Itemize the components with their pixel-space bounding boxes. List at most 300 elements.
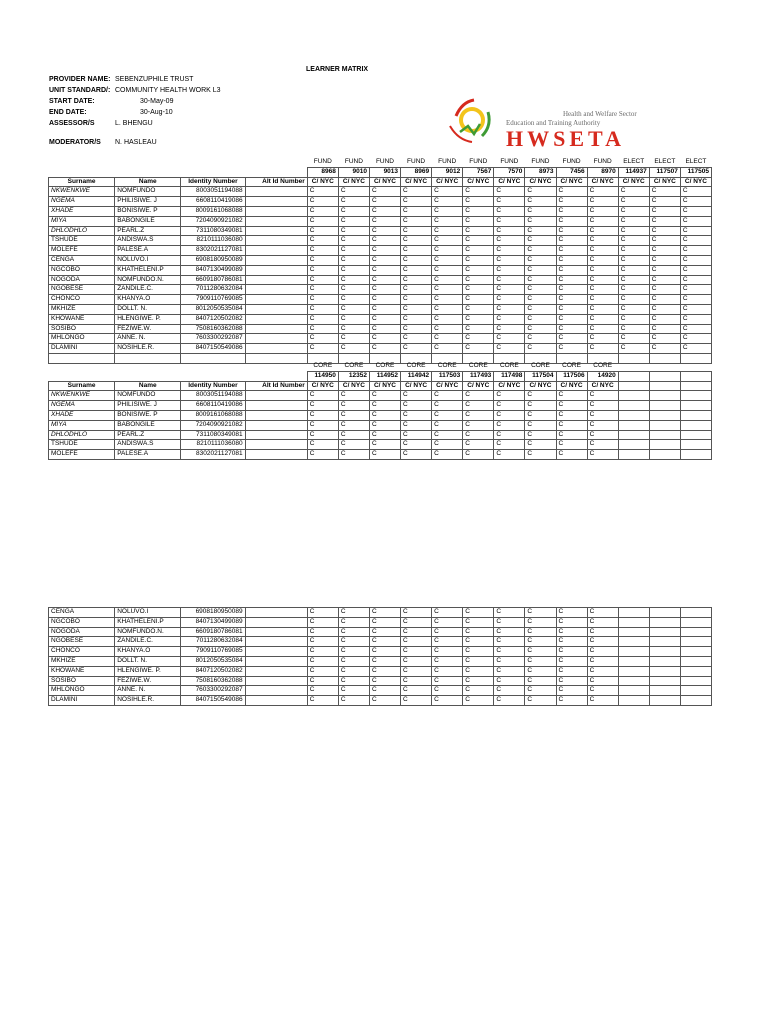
blank-cell <box>649 381 680 391</box>
result-cell: C <box>649 304 680 314</box>
result-cell: C <box>463 696 494 706</box>
result-cell: C <box>525 206 556 216</box>
result-cell: C <box>587 255 618 265</box>
learner-name: NOMFUNDO <box>115 391 181 401</box>
result-cell: C <box>649 344 680 354</box>
result-cell: C <box>338 314 369 324</box>
learner-row <box>49 666 712 676</box>
result-cell: C <box>556 344 587 354</box>
result-cell: C <box>307 246 338 256</box>
result-cell: C <box>556 236 587 246</box>
result-cell: C <box>556 334 587 344</box>
result-cell: C <box>587 226 618 236</box>
learner-surname: MHLONGO <box>49 686 115 696</box>
result-cell: C <box>649 236 680 246</box>
blank-cell <box>618 676 649 686</box>
alt-id-cell <box>245 285 307 295</box>
learner-name: PHILISIWE. J <box>115 197 181 207</box>
result-cell: C <box>338 656 369 666</box>
result-cell: C <box>307 344 338 354</box>
result-cell: C <box>525 324 556 334</box>
blank-cell <box>618 627 649 637</box>
result-cell: C <box>587 324 618 334</box>
result-cell: C <box>587 608 618 618</box>
result-cell: C <box>307 226 338 236</box>
result-cell: C <box>338 617 369 627</box>
column-header-row <box>49 381 712 391</box>
alt-id-cell <box>245 275 307 285</box>
result-cell: C <box>494 608 525 618</box>
alt-id-cell <box>245 304 307 314</box>
learner-surname: DLAMINI <box>49 344 115 354</box>
result-cell: C <box>525 226 556 236</box>
blank-cell <box>649 371 680 381</box>
learner-surname: MKHIZE <box>49 304 115 314</box>
result-cell: C <box>525 304 556 314</box>
blank-cell <box>680 656 711 666</box>
result-cell: C <box>618 226 649 236</box>
learner-id-number: 7909110769085 <box>181 295 245 305</box>
learner-id-number: 8012050535084 <box>181 304 245 314</box>
learner-name: NOLUVO.I <box>115 255 181 265</box>
result-cell: C <box>463 391 494 401</box>
result-header: C/ NYC <box>432 381 463 391</box>
result-cell: C <box>463 430 494 440</box>
result-cell: C <box>307 304 338 314</box>
result-cell: C <box>618 197 649 207</box>
blank-cell <box>680 391 711 401</box>
alt-id-cell <box>245 255 307 265</box>
result-cell: C <box>307 255 338 265</box>
column-header-row <box>49 177 712 187</box>
learner-name: FEZIWE.W. <box>115 324 181 334</box>
learner-row <box>49 440 712 450</box>
result-cell: C <box>307 666 338 676</box>
learner-name: ANNE. N. <box>115 686 181 696</box>
learner-row <box>49 391 712 401</box>
result-cell: C <box>525 440 556 450</box>
blank-cell <box>680 450 711 460</box>
result-cell: C <box>525 216 556 226</box>
learner-name: NOMFUNDO.N. <box>115 275 181 285</box>
learner-id-number: 8407120502082 <box>181 666 245 676</box>
result-cell: C <box>432 391 463 401</box>
result-cell: C <box>401 324 432 334</box>
learner-name: ANDISWA.S <box>115 236 181 246</box>
blank-cell <box>649 686 680 696</box>
result-cell: C <box>587 430 618 440</box>
alt-id-cell <box>245 265 307 275</box>
result-cell: C <box>307 637 338 647</box>
result-cell: C <box>556 216 587 226</box>
result-cell: C <box>556 608 587 618</box>
result-cell: C <box>525 344 556 354</box>
blank-cell <box>649 608 680 618</box>
result-cell: C <box>401 304 432 314</box>
result-cell: C <box>463 617 494 627</box>
result-cell: C <box>494 216 525 226</box>
result-cell: C <box>525 401 556 411</box>
learner-row <box>49 285 712 295</box>
learner-name: BABONGILE <box>115 420 181 430</box>
result-cell: C <box>432 656 463 666</box>
result-cell: C <box>463 450 494 460</box>
result-cell: C <box>401 216 432 226</box>
result-cell: C <box>618 295 649 305</box>
result-cell: C <box>307 656 338 666</box>
learner-surname: NOGODA <box>49 627 115 637</box>
result-cell: C <box>556 666 587 676</box>
result-cell: C <box>369 666 400 676</box>
result-cell: C <box>587 410 618 420</box>
learner-row <box>49 265 712 275</box>
learner-name: NOMFUNDO.N. <box>115 627 181 637</box>
alt-id-cell <box>245 676 307 686</box>
learner-row <box>49 608 712 618</box>
alt-id-cell <box>245 246 307 256</box>
learner-surname: TSHUDE <box>49 440 115 450</box>
result-cell: C <box>307 236 338 246</box>
blank-cell <box>245 167 307 177</box>
result-header: C/ NYC <box>525 177 556 187</box>
result-cell: C <box>494 255 525 265</box>
result-cell: C <box>369 197 400 207</box>
result-cell: C <box>307 686 338 696</box>
result-cell: C <box>587 295 618 305</box>
result-cell: C <box>463 676 494 686</box>
result-cell: C <box>556 686 587 696</box>
result-cell: C <box>338 216 369 226</box>
result-cell: C <box>618 206 649 216</box>
result-cell: C <box>618 236 649 246</box>
module-type-label: FUND <box>438 158 457 165</box>
result-cell: C <box>463 236 494 246</box>
blank-cell <box>618 666 649 676</box>
result-header: C/ NYC <box>649 177 680 187</box>
learner-name: KHATHELENI.P <box>115 617 181 627</box>
result-cell: C <box>463 324 494 334</box>
result-cell: C <box>369 226 400 236</box>
result-cell: C <box>649 255 680 265</box>
result-cell: C <box>587 617 618 627</box>
learner-surname: SOSIBO <box>49 324 115 334</box>
result-cell: C <box>401 410 432 420</box>
learner-row <box>49 420 712 430</box>
blank-cell <box>618 391 649 401</box>
result-cell: C <box>338 627 369 637</box>
result-cell: C <box>525 236 556 246</box>
learner-row <box>49 275 712 285</box>
learner-row <box>49 656 712 666</box>
blank-cell <box>680 440 711 450</box>
unit-standard-value: COMMUNITY HEALTH WORK L3 <box>115 87 221 94</box>
learner-id-number: 7508160362088 <box>181 676 245 686</box>
learner-surname: NGOBESE <box>49 285 115 295</box>
learner-row <box>49 216 712 226</box>
result-cell: C <box>338 410 369 420</box>
result-cell: C <box>556 314 587 324</box>
result-cell: C <box>618 304 649 314</box>
blank-cell <box>680 666 711 676</box>
learner-row <box>49 226 712 236</box>
blank-cell <box>115 371 181 381</box>
result-cell: C <box>338 275 369 285</box>
identity-number-header: Identity Number <box>181 177 245 187</box>
result-cell: C <box>494 686 525 696</box>
result-cell: C <box>401 295 432 305</box>
result-cell: C <box>401 187 432 197</box>
result-cell: C <box>494 647 525 657</box>
result-cell: C <box>680 275 711 285</box>
module-type-label: CORE <box>313 362 333 369</box>
result-cell: C <box>494 676 525 686</box>
module-code: 8970 <box>587 167 618 177</box>
result-cell: C <box>338 450 369 460</box>
result-cell: C <box>649 334 680 344</box>
result-cell: C <box>587 265 618 275</box>
blank-cell <box>649 627 680 637</box>
learner-surname: CHONCO <box>49 647 115 657</box>
learner-row <box>49 334 712 344</box>
result-cell: C <box>680 206 711 216</box>
result-cell: C <box>525 285 556 295</box>
result-cell: C <box>587 647 618 657</box>
blank-cell <box>649 676 680 686</box>
result-cell: C <box>587 686 618 696</box>
blank-cell <box>618 401 649 411</box>
module-code: 12352 <box>338 371 369 381</box>
module-code: 117503 <box>432 371 463 381</box>
result-cell: C <box>432 285 463 295</box>
learner-row <box>49 617 712 627</box>
alt-id-cell <box>245 295 307 305</box>
result-cell: C <box>494 285 525 295</box>
learner-surname: TSHUDE <box>49 236 115 246</box>
result-cell: C <box>463 334 494 344</box>
learner-surname: NGEMA <box>49 401 115 411</box>
result-cell: C <box>432 226 463 236</box>
learner-surname: NOGODA <box>49 275 115 285</box>
learner-row <box>49 236 712 246</box>
module-type-label: CORE <box>499 362 519 369</box>
result-cell: C <box>338 401 369 411</box>
result-cell: C <box>307 450 338 460</box>
learner-surname: NGCOBO <box>49 617 115 627</box>
learner-row <box>49 696 712 706</box>
blank-cell <box>618 440 649 450</box>
result-cell: C <box>432 401 463 411</box>
result-cell: C <box>525 637 556 647</box>
learner-row <box>49 676 712 686</box>
module-type-label: ELECT <box>623 158 645 165</box>
result-cell: C <box>618 285 649 295</box>
learner-id-number: 8003051194088 <box>181 391 245 401</box>
result-cell: C <box>556 197 587 207</box>
alt-id-cell <box>245 324 307 334</box>
result-cell: C <box>680 187 711 197</box>
result-cell: C <box>587 334 618 344</box>
learner-name: BONISIWE. P <box>115 206 181 216</box>
alt-id-cell <box>245 391 307 401</box>
result-cell: C <box>649 314 680 324</box>
blank-cell <box>680 362 711 371</box>
assessor-value: L. BHENGU <box>115 120 153 127</box>
result-cell: C <box>556 637 587 647</box>
learner-name: DOLLT. N. <box>115 304 181 314</box>
result-cell: C <box>432 197 463 207</box>
result-cell: C <box>680 255 711 265</box>
learner-row <box>49 197 712 207</box>
result-cell: C <box>307 216 338 226</box>
learner-id-number: 8003051194088 <box>181 187 245 197</box>
result-cell: C <box>307 617 338 627</box>
module-type-label: FUND <box>313 158 332 165</box>
result-cell: C <box>432 255 463 265</box>
learner-surname: MOLEFE <box>49 246 115 256</box>
result-cell: C <box>556 324 587 334</box>
learner-name: KHANYA.O <box>115 295 181 305</box>
blank-cell <box>618 696 649 706</box>
blank-cell <box>649 362 680 371</box>
result-cell: C <box>649 206 680 216</box>
blank-cell <box>649 666 680 676</box>
module-code: 114952 <box>369 371 400 381</box>
blank-cell <box>618 686 649 696</box>
learner-id-number: 8302021127081 <box>181 246 245 256</box>
result-cell: C <box>432 637 463 647</box>
module-type-label: FUND <box>562 158 581 165</box>
learner-surname: NKWENKWE <box>49 187 115 197</box>
result-cell: C <box>338 430 369 440</box>
result-cell: C <box>649 216 680 226</box>
alt-id-cell <box>245 401 307 411</box>
name-header: Name <box>115 381 181 391</box>
result-cell: C <box>369 676 400 686</box>
result-cell: C <box>432 275 463 285</box>
result-cell: C <box>432 295 463 305</box>
module-code: 9013 <box>369 167 400 177</box>
blank-cell <box>49 362 115 371</box>
module-type-label: FUND <box>407 158 426 165</box>
learner-surname: XHADE <box>49 206 115 216</box>
result-cell: C <box>587 314 618 324</box>
learner-id-number: 7311080349081 <box>181 226 245 236</box>
blank-cell <box>680 686 711 696</box>
alt-id-cell <box>245 666 307 676</box>
result-cell: C <box>338 647 369 657</box>
blank-cell <box>680 617 711 627</box>
result-cell: C <box>494 197 525 207</box>
blank-cell <box>245 158 307 167</box>
result-cell: C <box>463 206 494 216</box>
result-header: C/ NYC <box>463 381 494 391</box>
result-cell: C <box>556 450 587 460</box>
learner-row <box>49 187 712 197</box>
result-cell: C <box>494 696 525 706</box>
result-cell: C <box>680 304 711 314</box>
result-cell: C <box>649 285 680 295</box>
result-cell: C <box>494 295 525 305</box>
result-cell: C <box>369 187 400 197</box>
result-cell: C <box>369 275 400 285</box>
start-date-label: START DATE: <box>49 98 95 105</box>
learner-row <box>49 295 712 305</box>
result-cell: C <box>587 666 618 676</box>
blank-cell <box>618 430 649 440</box>
result-cell: C <box>587 450 618 460</box>
learner-row <box>49 304 712 314</box>
result-cell: C <box>369 608 400 618</box>
learner-id-number: 8302021127081 <box>181 450 245 460</box>
learner-name: NOSIHLE.R. <box>115 344 181 354</box>
result-cell: C <box>432 696 463 706</box>
module-type-label: FUND <box>500 158 519 165</box>
result-cell: C <box>338 255 369 265</box>
learner-id-number: 7603300292087 <box>181 334 245 344</box>
result-cell: C <box>463 187 494 197</box>
module-code: 7567 <box>463 167 494 177</box>
blank-cell <box>115 167 181 177</box>
result-cell: C <box>369 686 400 696</box>
learner-surname: NGCOBO <box>49 265 115 275</box>
blank-cell <box>649 647 680 657</box>
result-cell: C <box>369 627 400 637</box>
result-cell: C <box>369 304 400 314</box>
result-cell: C <box>369 617 400 627</box>
learner-name: HLENGIWE. P. <box>115 666 181 676</box>
result-cell: C <box>338 226 369 236</box>
alt-id-cell <box>245 696 307 706</box>
result-cell: C <box>432 187 463 197</box>
result-cell: C <box>494 275 525 285</box>
learner-name: PEARL.Z <box>115 226 181 236</box>
start-date-value: 30-May-09 <box>140 98 174 105</box>
module-code: 117507 <box>649 167 680 177</box>
provider-label: PROVIDER NAME: <box>49 76 111 83</box>
result-cell: C <box>525 656 556 666</box>
result-cell: C <box>556 226 587 236</box>
result-cell: C <box>401 401 432 411</box>
result-cell: C <box>463 637 494 647</box>
result-cell: C <box>525 696 556 706</box>
blank-cell <box>680 420 711 430</box>
blank-cell <box>618 637 649 647</box>
result-cell: C <box>307 197 338 207</box>
document-title: LEARNER MATRIX <box>306 66 369 73</box>
result-cell: C <box>494 226 525 236</box>
learner-id-number: 7204090921082 <box>181 420 245 430</box>
result-cell: C <box>369 450 400 460</box>
alt-id-cell <box>245 430 307 440</box>
moderator-label: MODERATOR/S <box>49 139 101 146</box>
result-cell: C <box>463 666 494 676</box>
learner-name: DOLLT. N. <box>115 656 181 666</box>
logo-wordmark: HWSETA <box>506 126 625 151</box>
module-type-label: FUND <box>531 158 550 165</box>
learner-id-number: 7909110769085 <box>181 647 245 657</box>
result-header: C/ NYC <box>587 177 618 187</box>
result-cell: C <box>401 430 432 440</box>
result-cell: C <box>401 450 432 460</box>
result-cell: C <box>494 344 525 354</box>
result-cell: C <box>369 391 400 401</box>
result-cell: C <box>338 344 369 354</box>
result-cell: C <box>587 216 618 226</box>
result-cell: C <box>401 314 432 324</box>
result-cell: C <box>369 216 400 226</box>
result-cell: C <box>338 334 369 344</box>
result-header: C/ NYC <box>618 177 649 187</box>
